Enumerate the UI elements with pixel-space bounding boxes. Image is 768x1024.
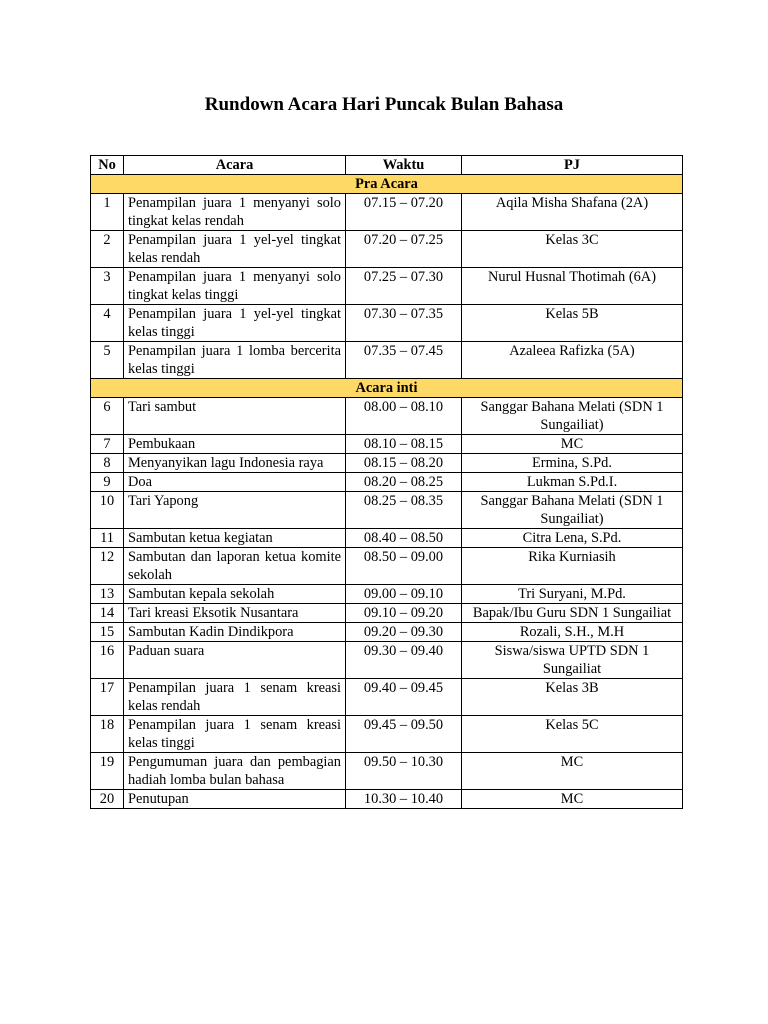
cell-waktu: 08.25 – 08.35 — [346, 492, 462, 529]
table-row — [91, 529, 683, 548]
table-row — [91, 435, 683, 454]
cell-acara: Penampilan juara 1 yel-yel tingkat kelas rendah — [124, 231, 346, 268]
section-label: Acara inti — [91, 379, 683, 398]
cell-pj: Ermina, S.Pd. — [462, 454, 683, 473]
rundown-table — [90, 155, 683, 809]
table-header-row — [91, 156, 683, 175]
cell-acara: Penampilan juara 1 yel-yel tingkat kelas tinggi — [124, 305, 346, 342]
cell-no: 11 — [91, 529, 124, 548]
cell-acara: Pembukaan — [124, 435, 346, 454]
cell-pj: Aqila Misha Shafana (2A) — [462, 194, 683, 231]
cell-pj: Azaleea Rafizka (5A) — [462, 342, 683, 379]
cell-no: 18 — [91, 716, 124, 753]
table-row — [91, 548, 683, 585]
cell-pj: Kelas 3C — [462, 231, 683, 268]
cell-acara: Tari kreasi Eksotik Nusantara — [124, 604, 346, 623]
table-row — [91, 716, 683, 753]
cell-pj: Sanggar Bahana Melati (SDN 1 Sungailiat) — [462, 492, 683, 529]
cell-waktu: 08.40 – 08.50 — [346, 529, 462, 548]
table-row — [91, 305, 683, 342]
cell-acara: Tari Yapong — [124, 492, 346, 529]
cell-waktu: 08.10 – 08.15 — [346, 435, 462, 454]
table-row — [91, 790, 683, 809]
cell-no: 7 — [91, 435, 124, 454]
table-row — [91, 473, 683, 492]
cell-pj: Tri Suryani, M.Pd. — [462, 585, 683, 604]
cell-waktu: 09.10 – 09.20 — [346, 604, 462, 623]
cell-acara: Penampilan juara 1 senam kreasi kelas tinggi — [124, 716, 346, 753]
table-row — [91, 642, 683, 679]
cell-no: 16 — [91, 642, 124, 679]
cell-no: 6 — [91, 398, 124, 435]
table-body — [91, 175, 683, 809]
cell-pj: Kelas 3B — [462, 679, 683, 716]
cell-pj: Kelas 5C — [462, 716, 683, 753]
cell-waktu: 07.35 – 07.45 — [346, 342, 462, 379]
table-row — [91, 454, 683, 473]
table-row — [91, 194, 683, 231]
section-row — [91, 379, 683, 398]
cell-pj: Sanggar Bahana Melati (SDN 1 Sungailiat) — [462, 398, 683, 435]
cell-no: 13 — [91, 585, 124, 604]
table-row — [91, 398, 683, 435]
table-row — [91, 753, 683, 790]
cell-no: 1 — [91, 194, 124, 231]
table-row — [91, 679, 683, 716]
cell-no: 8 — [91, 454, 124, 473]
cell-waktu: 09.20 – 09.30 — [346, 623, 462, 642]
cell-waktu: 07.20 – 07.25 — [346, 231, 462, 268]
table-row — [91, 231, 683, 268]
cell-waktu: 08.50 – 09.00 — [346, 548, 462, 585]
cell-acara: Penampilan juara 1 menyanyi solo tingkat kelas tinggi — [124, 268, 346, 305]
cell-pj: Siswa/siswa UPTD SDN 1 Sungailiat — [462, 642, 683, 679]
cell-no: 9 — [91, 473, 124, 492]
cell-acara: Sambutan kepala sekolah — [124, 585, 346, 604]
cell-waktu: 08.00 – 08.10 — [346, 398, 462, 435]
header-waktu: Waktu — [346, 156, 462, 175]
cell-waktu: 09.40 – 09.45 — [346, 679, 462, 716]
cell-pj: Kelas 5B — [462, 305, 683, 342]
table-row — [91, 604, 683, 623]
table-row — [91, 585, 683, 604]
cell-pj: MC — [462, 790, 683, 809]
cell-no: 4 — [91, 305, 124, 342]
cell-acara: Tari sambut — [124, 398, 346, 435]
table-row — [91, 268, 683, 305]
cell-pj: Citra Lena, S.Pd. — [462, 529, 683, 548]
cell-waktu: 08.15 – 08.20 — [346, 454, 462, 473]
table-row — [91, 623, 683, 642]
header-pj: PJ — [462, 156, 683, 175]
cell-acara: Menyanyikan lagu Indonesia raya — [124, 454, 346, 473]
cell-acara: Penampilan juara 1 senam kreasi kelas rendah — [124, 679, 346, 716]
cell-acara: Penampilan juara 1 menyanyi solo tingkat kelas rendah — [124, 194, 346, 231]
cell-pj: Lukman S.Pd.I. — [462, 473, 683, 492]
cell-acara: Sambutan dan laporan ketua komite sekolah — [124, 548, 346, 585]
section-label: Pra Acara — [91, 175, 683, 194]
table-row — [91, 492, 683, 529]
cell-pj: Nurul Husnal Thotimah (6A) — [462, 268, 683, 305]
cell-pj: Rozali, S.H., M.H — [462, 623, 683, 642]
cell-no: 5 — [91, 342, 124, 379]
cell-waktu: 09.00 – 09.10 — [346, 585, 462, 604]
cell-waktu: 09.45 – 09.50 — [346, 716, 462, 753]
cell-no: 15 — [91, 623, 124, 642]
cell-pj: MC — [462, 435, 683, 454]
cell-acara: Penampilan juara 1 lomba bercerita kelas tinggi — [124, 342, 346, 379]
cell-no: 10 — [91, 492, 124, 529]
section-row — [91, 175, 683, 194]
cell-acara: Penutupan — [124, 790, 346, 809]
cell-waktu: 07.30 – 07.35 — [346, 305, 462, 342]
cell-acara: Sambutan Kadin Dindikpora — [124, 623, 346, 642]
table-row — [91, 342, 683, 379]
cell-pj: Rika Kurniasih — [462, 548, 683, 585]
cell-waktu: 09.50 – 10.30 — [346, 753, 462, 790]
cell-waktu: 07.15 – 07.20 — [346, 194, 462, 231]
cell-acara: Pengumuman juara dan pembagian hadiah lomba bulan bahasa — [124, 753, 346, 790]
cell-pj: MC — [462, 753, 683, 790]
cell-pj: Bapak/Ibu Guru SDN 1 Sungailiat — [462, 604, 683, 623]
cell-waktu: 08.20 – 08.25 — [346, 473, 462, 492]
cell-acara: Paduan suara — [124, 642, 346, 679]
cell-no: 17 — [91, 679, 124, 716]
header-no: No — [91, 156, 124, 175]
cell-no: 14 — [91, 604, 124, 623]
cell-no: 19 — [91, 753, 124, 790]
cell-waktu: 10.30 – 10.40 — [346, 790, 462, 809]
cell-no: 12 — [91, 548, 124, 585]
cell-no: 3 — [91, 268, 124, 305]
cell-no: 2 — [91, 231, 124, 268]
cell-waktu: 07.25 – 07.30 — [346, 268, 462, 305]
page-title: Rundown Acara Hari Puncak Bulan Bahasa — [204, 94, 564, 115]
cell-acara: Doa — [124, 473, 346, 492]
cell-waktu: 09.30 – 09.40 — [346, 642, 462, 679]
header-acara: Acara — [124, 156, 346, 175]
cell-no: 20 — [91, 790, 124, 809]
cell-acara: Sambutan ketua kegiatan — [124, 529, 346, 548]
